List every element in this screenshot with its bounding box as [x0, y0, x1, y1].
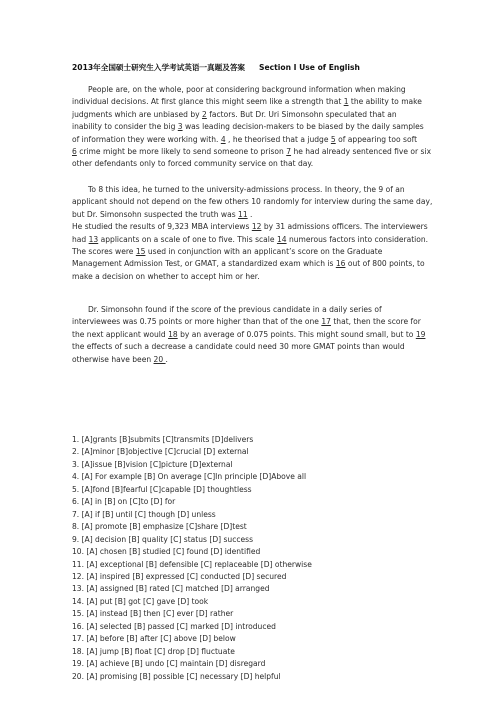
p3-line-5: otherwise have been 20 .: [72, 354, 168, 364]
paragraph-2: [72, 184, 438, 283]
p1-line-1: People are, on the whole, poor at considering background information when making: [88, 85, 406, 94]
p1-line-6: 6 crime might be more likely to send someone to prison 7 he had already sentenced five or six: [72, 147, 432, 157]
option-item: 19. [A] achieve [B] undo [C] maintain [D] disregard: [72, 659, 266, 669]
blank-12: 12: [251, 222, 262, 232]
option-item: 7. [A] if [B] until [C] though [D] unless: [72, 509, 216, 519]
p1-line-7: other defendants only to forced community service on that day.: [72, 159, 314, 169]
p2-line-5: had 13 applicants on a scale of one to five. This scale 14 numerous factors into consideration.: [72, 234, 429, 244]
blank-6: 6: [72, 147, 77, 157]
paragraph-1: [72, 84, 438, 171]
option-item: 4. [A] For example [B] On average [C]In principle [D]Above all: [72, 472, 307, 482]
blank-2: 2: [202, 109, 207, 119]
blank-14: 14: [276, 234, 287, 244]
option-item: 6. [A] in [B] on [C]to [D] for: [72, 497, 176, 507]
blank-17: 17: [321, 317, 331, 327]
option-item: 8. [A] promote [B] emphasize [C]share [D]test: [72, 522, 247, 532]
option-item: 9. [A] decision [B] quality [C] status [D] success: [72, 534, 254, 544]
option-item: 17. [A] before [B] after [C] above [D] below: [72, 634, 236, 644]
blank-18: 18: [168, 329, 178, 339]
option-item: 16. [A] selected [B] passed [C] marked [D] introduced: [72, 621, 276, 631]
p1-line-4: inability to consider the big 3 was leading decision-makers to be biased by the daily samples: [72, 122, 424, 132]
blank-5: 5: [330, 134, 336, 144]
p1-line-5: of information they were working with. 4 , he theorised that a judge 5 of appearing too soft: [72, 134, 418, 144]
blank-7: 7: [286, 147, 292, 157]
page-title: [72, 62, 360, 73]
option-item: 5. [A]fond [B]fearful [C]capable [D] thoughtless: [72, 484, 252, 494]
option-item: 20. [A] promising [B] possible [C] necessary [D] helpful: [72, 671, 281, 681]
option-item: 11. [A] exceptional [B] defensible [C] replaceable [D] otherwise: [72, 559, 312, 569]
blank-19: 19: [415, 329, 426, 339]
option-item: 13. [A] assigned [B] rated [C] matched [D] arranged: [72, 584, 270, 594]
p2-line-7: Management Admission Test, or GMAT, a standardized exam which is 16 out of 800 points, to: [72, 259, 425, 269]
option-item: 1. [A]grants [B]submits [C]transmits [D]delivers: [72, 435, 254, 444]
p3-line-2: interviewees was 0.75 points or more higher than that of the one 17 that, then the score for: [72, 317, 421, 327]
blank-20: 20: [153, 354, 166, 364]
option-item: 3. [A]issue [B]vision [C]picture [D]external: [72, 459, 233, 469]
option-item: 2. [A]minor [B]objective [C]crucial [D] external: [72, 447, 249, 457]
option-item: 15. [A] instead [B] then [C] ever [D] rather: [72, 609, 234, 619]
p3-line-1: Dr. Simonsohn found if the score of the previous candidate in a daily series of: [88, 305, 382, 314]
p2-line-4: He studied the results of 9,323 MBA interviews 12 by 31 admissions officers. The interviewers: [72, 222, 428, 232]
option-item: 14. [A] put [B] got [C] gave [D] took: [72, 596, 209, 606]
p2-line-8: make a decision on whether to accept him or her.: [72, 271, 260, 281]
option-item: 10. [A] chosen [B] studied [C] found [D] identified: [72, 547, 261, 557]
option-item: 12. [A] inspired [B] expressed [C] conducted [D] secured: [72, 571, 287, 581]
section-title: Section I Use of English: [259, 63, 360, 72]
blank-11: 11: [238, 209, 248, 219]
p2-line-3: but Dr. Simonsohn suspected the truth was 11 .: [72, 209, 253, 219]
p2-line-1: To 8 this idea, he turned to the university-admissions process. In theory, the 9 of an: [88, 185, 405, 194]
p1-line-2: individual decisions. At first glance this might seem like a strength that 1 the ability to make: [72, 97, 422, 107]
paragraph-3: [72, 304, 438, 366]
blank-3: 3: [177, 122, 183, 132]
p3-line-4: the effects of such a decrease a candidate could need 30 more GMAT points than would: [72, 342, 405, 352]
option-item: 18. [A] jump [B] float [C] drop [D] fluctuate: [72, 646, 235, 656]
blank-13: 13: [88, 234, 99, 244]
p1-line-3: judgments which are unbiased by 2 factors. But Dr. Uri Simonsohn speculated that an: [72, 109, 397, 119]
blank-16: 16: [335, 259, 346, 269]
p2-line-2: applicant should not depend on the few others 10 randomly for interview during the same day,: [72, 197, 433, 207]
exam-title: 2013年全国硕士研究生入学考试英语一真题及答案: [72, 63, 246, 72]
p2-line-6: The scores were 15 used in conjunction with an applicant’s score on the Graduate: [72, 247, 383, 257]
p3-line-3: the next applicant would 18 by an average of 0.075 points. This might sound small, but to 19: [72, 329, 426, 339]
blank-15: 15: [135, 247, 146, 257]
blank-1: 1: [343, 97, 349, 107]
blank-4: 4: [220, 134, 226, 144]
options-list: [72, 434, 438, 683]
